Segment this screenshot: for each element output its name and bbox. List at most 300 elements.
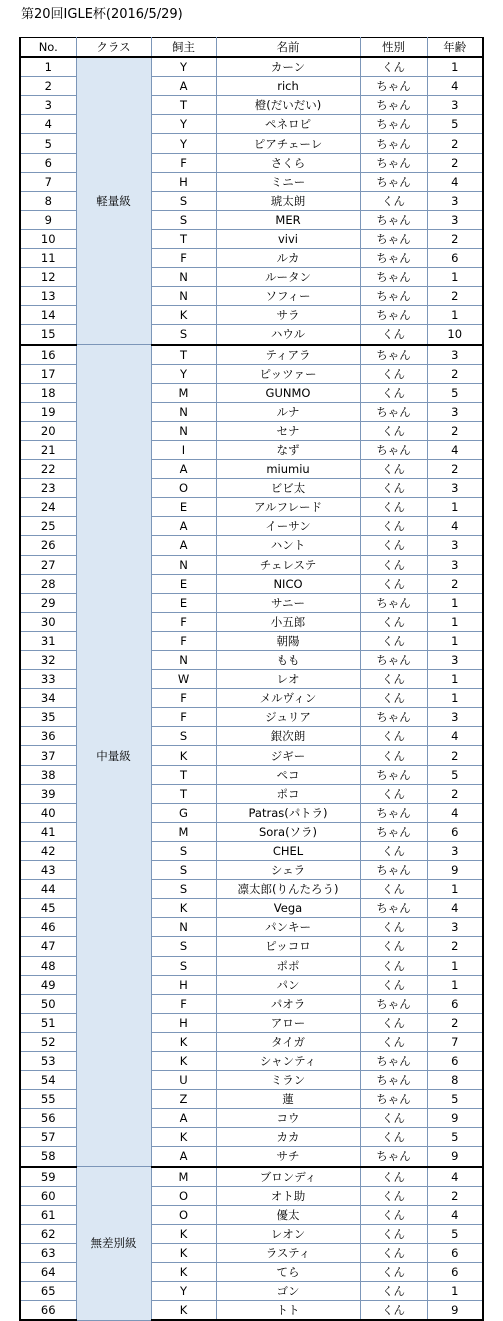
cell-age: 5 (427, 383, 483, 402)
cell-no: 22 (20, 460, 76, 479)
cell-no: 24 (20, 498, 76, 517)
cell-no: 39 (20, 784, 76, 803)
cell-no: 17 (20, 364, 76, 383)
cell-owner: N (151, 421, 216, 440)
cell-name: 優太 (216, 1205, 360, 1224)
cell-owner: K (151, 746, 216, 765)
cell-sex: ちゃん (360, 1090, 427, 1109)
cell-sex: ちゃん (360, 115, 427, 134)
cell-owner: H (151, 975, 216, 994)
cell-no: 53 (20, 1051, 76, 1070)
cell-no: 28 (20, 574, 76, 593)
cell-owner: Y (151, 115, 216, 134)
cell-no: 48 (20, 956, 76, 975)
cell-age: 3 (427, 191, 483, 210)
cell-owner: Y (151, 1282, 216, 1301)
cell-owner: I (151, 440, 216, 459)
cell-name: ミニー (216, 172, 360, 191)
page-title: 第20回IGLE杯(2016/5/29) (21, 7, 183, 22)
cell-owner: E (151, 593, 216, 612)
cell-sex: くん (360, 325, 427, 345)
cell-owner: F (151, 994, 216, 1013)
cell-name: ルータン (216, 268, 360, 287)
cell-no: 47 (20, 937, 76, 956)
cell-name: MER (216, 210, 360, 229)
cell-name: メルヴィン (216, 689, 360, 708)
cell-age: 10 (427, 325, 483, 345)
table-body (20, 57, 483, 1320)
cell-no: 27 (20, 555, 76, 574)
cell-owner: S (151, 210, 216, 229)
cell-no: 52 (20, 1032, 76, 1051)
cell-sex: ちゃん (360, 994, 427, 1013)
cell-owner: S (151, 727, 216, 746)
cell-age: 1 (427, 631, 483, 650)
cell-owner: T (151, 229, 216, 248)
cell-sex: ちゃん (360, 1071, 427, 1090)
cell-owner: N (151, 268, 216, 287)
cell-sex: ちゃん (360, 96, 427, 115)
cell-sex: くん (360, 479, 427, 498)
cell-age: 4 (427, 1205, 483, 1224)
cell-sex: ちゃん (360, 861, 427, 880)
cell-name: 凛太郎(りんたろう) (216, 880, 360, 899)
cell-name: アルフレード (216, 498, 360, 517)
cell-no: 40 (20, 803, 76, 822)
cell-age: 3 (427, 708, 483, 727)
cell-owner: H (151, 172, 216, 191)
cell-age: 7 (427, 1032, 483, 1051)
cell-no: 30 (20, 612, 76, 631)
cell-name: ゴン (216, 1282, 360, 1301)
cell-sex: くん (360, 1243, 427, 1262)
cell-owner: N (151, 402, 216, 421)
cell-sex: くん (360, 498, 427, 517)
cell-owner: A (151, 517, 216, 536)
cell-owner: N (151, 287, 216, 306)
cell-sex: くん (360, 1282, 427, 1301)
cell-age: 2 (427, 937, 483, 956)
cell-age: 6 (427, 1243, 483, 1262)
cell-age: 6 (427, 822, 483, 841)
cell-no: 34 (20, 689, 76, 708)
cell-no: 25 (20, 517, 76, 536)
cell-name: トト (216, 1301, 360, 1321)
cell-age: 2 (427, 229, 483, 248)
cell-no: 29 (20, 593, 76, 612)
cell-sex: ちゃん (360, 822, 427, 841)
cell-owner: E (151, 498, 216, 517)
cell-name: チェレステ (216, 555, 360, 574)
entry-table (19, 37, 484, 1321)
cell-age: 3 (427, 841, 483, 860)
cell-no: 4 (20, 115, 76, 134)
cell-name: シェラ (216, 861, 360, 880)
cell-sex: くん (360, 937, 427, 956)
cell-age: 6 (427, 249, 483, 268)
cell-age: 2 (427, 364, 483, 383)
cell-name: 小五郎 (216, 612, 360, 631)
cell-sex: くん (360, 555, 427, 574)
class-cell: 中量級 (76, 345, 151, 1167)
cell-owner: E (151, 574, 216, 593)
cell-no: 55 (20, 1090, 76, 1109)
cell-name: ティアラ (216, 345, 360, 365)
cell-age: 3 (427, 536, 483, 555)
cell-sex: くん (360, 1224, 427, 1243)
cell-sex: ちゃん (360, 287, 427, 306)
cell-age: 4 (427, 1167, 483, 1187)
cell-no: 10 (20, 229, 76, 248)
cell-name: ペネロピ (216, 115, 360, 134)
header-row (20, 38, 483, 58)
cell-name: vivi (216, 229, 360, 248)
cell-age: 4 (427, 727, 483, 746)
cell-name: 朝陽 (216, 631, 360, 650)
cell-sex: くん (360, 612, 427, 631)
cell-no: 5 (20, 134, 76, 153)
cell-age: 1 (427, 880, 483, 899)
cell-no: 43 (20, 861, 76, 880)
cell-name: ジギー (216, 746, 360, 765)
cell-sex: ちゃん (360, 765, 427, 784)
cell-name: 蓮 (216, 1090, 360, 1109)
cell-owner: N (151, 918, 216, 937)
cell-no: 12 (20, 268, 76, 287)
cell-age: 4 (427, 172, 483, 191)
cell-name: ポポ (216, 956, 360, 975)
cell-name: ポコ (216, 784, 360, 803)
cell-age: 1 (427, 498, 483, 517)
cell-owner: S (151, 880, 216, 899)
cell-age: 4 (427, 803, 483, 822)
cell-age: 2 (427, 287, 483, 306)
cell-name: CHEL (216, 841, 360, 860)
cell-no: 58 (20, 1147, 76, 1167)
cell-sex: くん (360, 918, 427, 937)
cell-no: 44 (20, 880, 76, 899)
cell-no: 45 (20, 899, 76, 918)
cell-name: タイガ (216, 1032, 360, 1051)
cell-name: rich (216, 77, 360, 96)
cell-owner: K (151, 1051, 216, 1070)
cell-owner: Y (151, 57, 216, 77)
cell-owner: T (151, 96, 216, 115)
cell-no: 2 (20, 77, 76, 96)
cell-owner: U (151, 1071, 216, 1090)
cell-owner: N (151, 555, 216, 574)
cell-age: 3 (427, 402, 483, 421)
cell-age: 1 (427, 612, 483, 631)
cell-owner: H (151, 1013, 216, 1032)
cell-no: 50 (20, 994, 76, 1013)
cell-sex: ちゃん (360, 229, 427, 248)
cell-no: 21 (20, 440, 76, 459)
cell-sex: ちゃん (360, 402, 427, 421)
cell-name: miumiu (216, 460, 360, 479)
cell-no: 33 (20, 670, 76, 689)
cell-sex: ちゃん (360, 172, 427, 191)
cell-owner: S (151, 937, 216, 956)
cell-name: ソフィー (216, 287, 360, 306)
cell-sex: ちゃん (360, 77, 427, 96)
cell-name: てら (216, 1263, 360, 1282)
cell-owner: K (151, 1301, 216, 1321)
cell-owner: A (151, 536, 216, 555)
cell-owner: M (151, 383, 216, 402)
cell-owner: F (151, 631, 216, 650)
cell-age: 1 (427, 689, 483, 708)
cell-owner: F (151, 249, 216, 268)
cell-age: 1 (427, 956, 483, 975)
cell-owner: O (151, 1186, 216, 1205)
cell-name: ペコ (216, 765, 360, 784)
cell-no: 6 (20, 153, 76, 172)
cell-no: 32 (20, 651, 76, 670)
cell-owner: F (151, 708, 216, 727)
cell-sex: くん (360, 57, 427, 77)
cell-name: サニー (216, 593, 360, 612)
cell-no: 16 (20, 345, 76, 365)
cell-sex: くん (360, 1032, 427, 1051)
cell-owner: A (151, 1147, 216, 1167)
cell-sex: ちゃん (360, 651, 427, 670)
cell-owner: G (151, 803, 216, 822)
cell-no: 62 (20, 1224, 76, 1243)
cell-age: 5 (427, 1128, 483, 1147)
cell-owner: K (151, 306, 216, 325)
cell-no: 37 (20, 746, 76, 765)
cell-no: 54 (20, 1071, 76, 1090)
cell-sex: くん (360, 1167, 427, 1187)
cell-owner: M (151, 822, 216, 841)
cell-name: ブロンディ (216, 1167, 360, 1187)
cell-owner: S (151, 841, 216, 860)
cell-sex: くん (360, 536, 427, 555)
cell-sex: ちゃん (360, 708, 427, 727)
cell-name: アロー (216, 1013, 360, 1032)
cell-name: サラ (216, 306, 360, 325)
cell-no: 56 (20, 1109, 76, 1128)
cell-owner: W (151, 670, 216, 689)
cell-age: 3 (427, 210, 483, 229)
cell-no: 41 (20, 822, 76, 841)
cell-name: コウ (216, 1109, 360, 1128)
cell-age: 4 (427, 440, 483, 459)
cell-name: セナ (216, 421, 360, 440)
cell-name: 橙(だいだい) (216, 96, 360, 115)
cell-owner: O (151, 1205, 216, 1224)
cell-sex: くん (360, 191, 427, 210)
cell-no: 42 (20, 841, 76, 860)
cell-name: Vega (216, 899, 360, 918)
cell-name: ジュリア (216, 708, 360, 727)
cell-age: 4 (427, 517, 483, 536)
cell-age: 3 (427, 555, 483, 574)
cell-owner: N (151, 651, 216, 670)
cell-no: 63 (20, 1243, 76, 1262)
cell-no: 60 (20, 1186, 76, 1205)
cell-age: 3 (427, 96, 483, 115)
cell-name: 琥太朗 (216, 191, 360, 210)
cell-age: 4 (427, 77, 483, 96)
cell-no: 1 (20, 57, 76, 77)
cell-age: 3 (427, 479, 483, 498)
cell-age: 2 (427, 1186, 483, 1205)
cell-no: 49 (20, 975, 76, 994)
cell-sex: くん (360, 1013, 427, 1032)
cell-owner: T (151, 345, 216, 365)
cell-name: レオン (216, 1224, 360, 1243)
cell-name: なず (216, 440, 360, 459)
cell-age: 4 (427, 899, 483, 918)
cell-owner: F (151, 612, 216, 631)
cell-no: 35 (20, 708, 76, 727)
cell-sex: ちゃん (360, 134, 427, 153)
cell-name: ミラン (216, 1071, 360, 1090)
cell-owner: Y (151, 364, 216, 383)
cell-owner: S (151, 861, 216, 880)
header-name: 名前 (216, 38, 360, 58)
cell-name: ルナ (216, 402, 360, 421)
cell-no: 18 (20, 383, 76, 402)
cell-no: 3 (20, 96, 76, 115)
header-sex: 性別 (360, 38, 427, 58)
cell-age: 2 (427, 421, 483, 440)
cell-no: 11 (20, 249, 76, 268)
cell-no: 61 (20, 1205, 76, 1224)
cell-name: ハウル (216, 325, 360, 345)
cell-owner: S (151, 325, 216, 345)
cell-sex: くん (360, 574, 427, 593)
table-row (20, 57, 483, 77)
cell-name: オト助 (216, 1186, 360, 1205)
cell-no: 7 (20, 172, 76, 191)
cell-no: 51 (20, 1013, 76, 1032)
cell-age: 1 (427, 1282, 483, 1301)
cell-sex: くん (360, 956, 427, 975)
cell-owner: F (151, 689, 216, 708)
cell-sex: くん (360, 670, 427, 689)
cell-sex: くん (360, 727, 427, 746)
cell-age: 5 (427, 1224, 483, 1243)
cell-age: 3 (427, 345, 483, 365)
cell-age: 6 (427, 1263, 483, 1282)
cell-name: ビビ太 (216, 479, 360, 498)
cell-age: 2 (427, 153, 483, 172)
cell-age: 2 (427, 460, 483, 479)
cell-sex: ちゃん (360, 210, 427, 229)
cell-no: 59 (20, 1167, 76, 1187)
cell-owner: K (151, 1032, 216, 1051)
cell-name: サチ (216, 1147, 360, 1167)
header-no: No. (20, 38, 76, 58)
cell-name: パオラ (216, 994, 360, 1013)
cell-sex: ちゃん (360, 1147, 427, 1167)
cell-age: 9 (427, 1301, 483, 1321)
cell-age: 5 (427, 765, 483, 784)
cell-owner: A (151, 460, 216, 479)
cell-sex: くん (360, 383, 427, 402)
cell-age: 9 (427, 1109, 483, 1128)
cell-age: 1 (427, 975, 483, 994)
cell-name: イーサン (216, 517, 360, 536)
cell-age: 6 (427, 1051, 483, 1070)
cell-name: レオ (216, 670, 360, 689)
cell-sex: くん (360, 1128, 427, 1147)
cell-name: GUNMO (216, 383, 360, 402)
cell-owner: A (151, 1109, 216, 1128)
cell-no: 38 (20, 765, 76, 784)
cell-sex: くん (360, 746, 427, 765)
cell-owner: K (151, 1224, 216, 1243)
cell-owner: T (151, 765, 216, 784)
cell-sex: くん (360, 421, 427, 440)
cell-owner: K (151, 1243, 216, 1262)
cell-sex: くん (360, 631, 427, 650)
cell-name: カカ (216, 1128, 360, 1147)
cell-sex: ちゃん (360, 1051, 427, 1070)
cell-name: さくら (216, 153, 360, 172)
cell-sex: くん (360, 1301, 427, 1321)
cell-no: 14 (20, 306, 76, 325)
cell-name: ラスティ (216, 1243, 360, 1262)
cell-sex: くん (360, 1186, 427, 1205)
cell-sex: くん (360, 784, 427, 803)
cell-sex: ちゃん (360, 803, 427, 822)
cell-age: 6 (427, 994, 483, 1013)
cell-sex: くん (360, 841, 427, 860)
cell-sex: くん (360, 517, 427, 536)
cell-age: 2 (427, 784, 483, 803)
cell-owner: F (151, 153, 216, 172)
cell-sex: ちゃん (360, 153, 427, 172)
cell-no: 26 (20, 536, 76, 555)
cell-sex: くん (360, 1205, 427, 1224)
cell-no: 31 (20, 631, 76, 650)
cell-sex: ちゃん (360, 593, 427, 612)
cell-age: 1 (427, 306, 483, 325)
cell-owner: T (151, 784, 216, 803)
cell-name: ハント (216, 536, 360, 555)
cell-no: 9 (20, 210, 76, 229)
cell-no: 57 (20, 1128, 76, 1147)
cell-no: 8 (20, 191, 76, 210)
cell-owner: O (151, 479, 216, 498)
class-cell: 軽量級 (76, 57, 151, 344)
cell-age: 1 (427, 670, 483, 689)
cell-age: 3 (427, 651, 483, 670)
cell-age: 8 (427, 1071, 483, 1090)
cell-age: 2 (427, 746, 483, 765)
cell-sex: ちゃん (360, 345, 427, 365)
cell-owner: Z (151, 1090, 216, 1109)
cell-name: カーン (216, 57, 360, 77)
cell-age: 9 (427, 861, 483, 880)
cell-age: 1 (427, 57, 483, 77)
cell-name: ピアチェーレ (216, 134, 360, 153)
cell-age: 1 (427, 593, 483, 612)
cell-age: 1 (427, 268, 483, 287)
cell-no: 13 (20, 287, 76, 306)
cell-sex: ちゃん (360, 899, 427, 918)
cell-sex: くん (360, 1263, 427, 1282)
cell-no: 20 (20, 421, 76, 440)
cell-owner: K (151, 1128, 216, 1147)
cell-no: 46 (20, 918, 76, 937)
cell-no: 66 (20, 1301, 76, 1321)
cell-no: 36 (20, 727, 76, 746)
